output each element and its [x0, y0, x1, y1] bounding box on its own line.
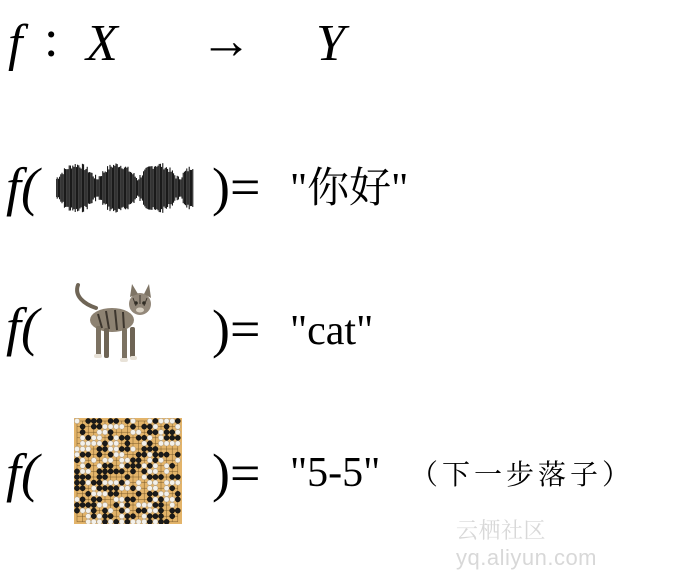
cat-photo-icon	[70, 282, 162, 364]
speech-waveform-icon	[56, 162, 196, 214]
watermark: 云栖社区 yq.aliyun.com	[456, 518, 598, 570]
domain-symbol: X	[86, 15, 118, 72]
arrow-symbol: →	[200, 13, 252, 70]
output-text: "你好"	[290, 166, 409, 212]
function-call-open: f(	[6, 157, 39, 217]
function-call-open: f(	[6, 297, 39, 357]
function-symbol: f	[8, 15, 23, 72]
colon-symbol: :	[44, 11, 59, 68]
function-call-close: )=	[212, 443, 261, 503]
output-text: "5-5"	[290, 450, 381, 496]
go-board-icon	[74, 418, 182, 524]
next-move-note: （下一步落子）	[410, 460, 635, 491]
output-text: "cat"	[290, 308, 374, 354]
function-call-close: )=	[212, 157, 261, 217]
function-call-open: f(	[6, 443, 39, 503]
codomain-symbol: Y	[316, 15, 345, 72]
function-call-close: )=	[212, 299, 261, 359]
